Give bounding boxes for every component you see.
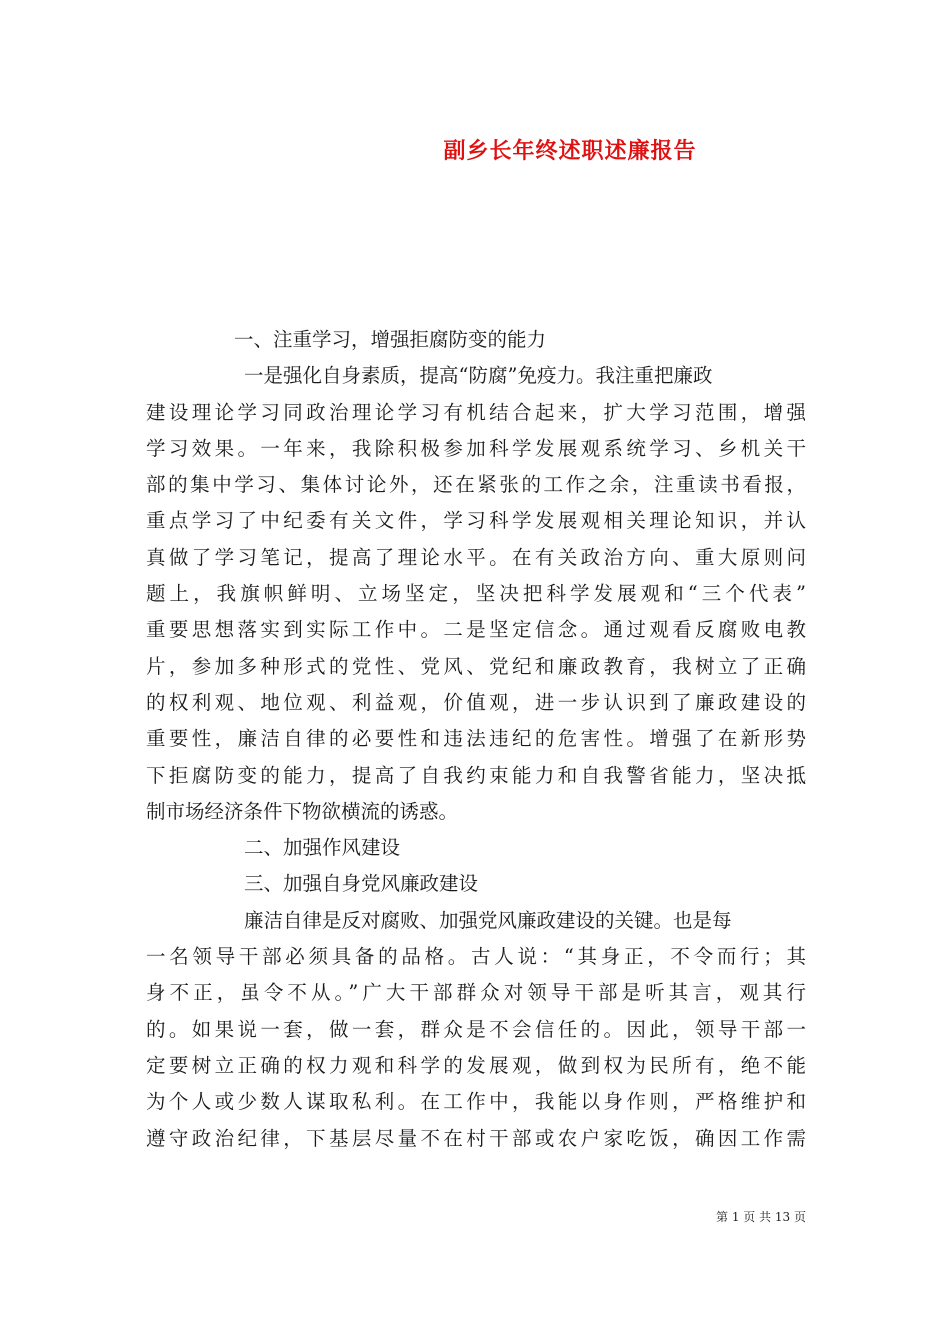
paragraph-line: 重点学习了中纪委有关文件，学习科学发展观相关理论知识，并认 — [146, 509, 806, 533]
paragraph-line: 的权利观、地位观、利益观，价值观，进一步认识到了廉政建设的 — [146, 690, 806, 714]
paragraph-line: 制市场经济条件下物欲横流的诱惑。 — [146, 799, 459, 823]
paragraph-line: 部的集中学习、集体讨论外，还在紧张的工作之余，注重读书看报， — [146, 473, 806, 497]
document-title: 副乡长年终述职述廉报告 — [443, 138, 697, 164]
paragraph-line: 一名领导干部必须具备的品格。古人说：“其身正，不令而行；其 — [146, 945, 806, 969]
paragraph-line: 定要树立正确的权力观和科学的发展观，做到权为民所有，绝不能 — [146, 1053, 806, 1077]
section-heading-3: 三、加强自身党风廉政建设 — [244, 872, 479, 896]
page-number: 第 1 页 共 13 页 — [716, 1210, 806, 1224]
paragraph-line: 遵守政治纪律，下基层尽量不在村干部或农户家吃饭，确因工作需 — [146, 1126, 806, 1150]
paragraph-line: 学习效果。一年来，我除积极参加科学发展观系统学习、乡机关干 — [146, 436, 806, 460]
paragraph-line: 真做了学习笔记，提高了理论水平。在有关政治方向、重大原则问 — [146, 545, 806, 569]
paragraph-line: 重要性，廉洁自律的必要性和违法违纪的危害性。增强了在新形势 — [146, 727, 806, 751]
paragraph-line: 一是强化自身素质，提高“防腐”免疫力。我注重把廉政 — [244, 364, 713, 388]
section-heading-1: 一、注重学习，增强拒腐防变的能力 — [234, 328, 547, 351]
section-heading-2: 二、加强作风建设 — [244, 836, 401, 860]
paragraph-line: 身不正，虽令不从。”广大干部群众对领导干部是听其言，观其行 — [146, 981, 806, 1005]
paragraph-line: 廉洁自律是反对腐败、加强党风廉政建设的关键。也是每 — [244, 908, 732, 932]
paragraph-line: 重要思想落实到实际工作中。二是坚定信念。通过观看反腐败电教 — [146, 618, 806, 642]
paragraph-line: 片，参加多种形式的党性、党风、党纪和廉政教育，我树立了正确 — [146, 654, 806, 678]
paragraph-line: 建设理论学习同政治理论学习有机结合起来，扩大学习范围，增强 — [146, 400, 806, 424]
paragraph-line: 为个人或少数人谋取私利。在工作中，我能以身作则，严格维护和 — [146, 1090, 806, 1114]
paragraph-line: 题上，我旗帜鲜明、立场坚定，坚决把科学发展观和“三个代表” — [146, 582, 806, 606]
document-body — [146, 322, 806, 1157]
paragraph-line: 的。如果说一套，做一套，群众是不会信任的。因此，领导干部一 — [146, 1017, 806, 1041]
paragraph-line: 下拒腐防变的能力，提高了自我约束能力和自我警省能力，坚决抵 — [146, 763, 806, 787]
